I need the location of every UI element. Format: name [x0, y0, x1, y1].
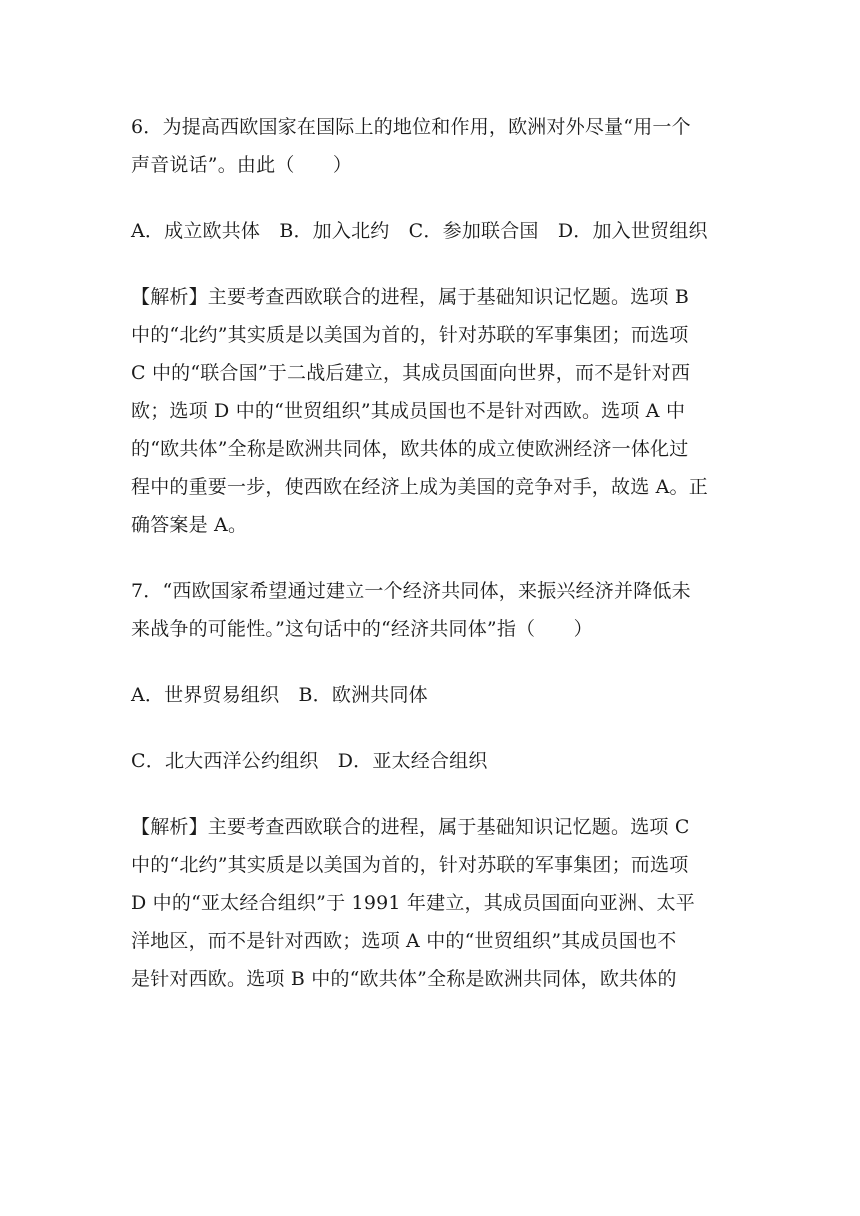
q6-analysis-line-1: 【解析】主要考查西欧联合的进程，属于基础知识记忆题。选项 B [131, 286, 690, 308]
question-6 [131, 108, 731, 544]
q6-analysis-line-6: 程中的重要一步，使西欧在经济上成为美国的竞争对手，故选 A。正 [131, 476, 708, 498]
document-page [131, 108, 731, 998]
q7-analysis-line-1: 【解析】主要考查西欧联合的进程，属于基础知识记忆题。选项 C [131, 816, 690, 838]
q7-analysis [131, 808, 731, 998]
q6-stem-line-2: 声音说话”。由此（ ） [131, 154, 353, 176]
q7-analysis-line-3: D 中的“亚太经合组织”于 1991 年建立，其成员国面向亚洲、太平 [131, 892, 695, 914]
q7-stem-line-2: 来战争的可能性。”这句话中的“经济共同体”指（ ） [131, 618, 593, 640]
q6-analysis-line-3: C 中的“联合国”于二战后建立，其成员国面向世界，而不是针对西 [131, 362, 691, 384]
q7-analysis-line-5: 是针对西欧。选项 B 中的“欧共体”全称是欧洲共同体，欧共体的 [131, 968, 677, 990]
q7-options-row-2: C．北大西洋公约组织 D．亚太经合组织 [131, 750, 488, 772]
q7-analysis-line-4: 洋地区，而不是针对西欧；选项 A 中的“世贸组织”其成员国也不 [131, 930, 677, 952]
q6-stem-line-1: 6．为提高西欧国家在国际上的地位和作用，欧洲对外尽量“用一个 [131, 116, 691, 138]
q6-analysis-line-4: 欧；选项 D 中的“世贸组织”其成员国也不是针对西欧。选项 A 中 [131, 400, 686, 422]
q6-analysis-line-5: 的“欧共体”全称是欧洲共同体，欧共体的成立使欧洲经济一体化过 [131, 438, 689, 460]
q6-options: A．成立欧共体 B．加入北约 C．参加联合国 D．加入世贸组织 [131, 220, 708, 242]
q7-options-row-1: A．世界贸易组织 B．欧洲共同体 [131, 684, 428, 706]
q7-stem-line-1: 7．“西欧国家希望通过建立一个经济共同体，来振兴经济并降低未 [131, 580, 691, 602]
question-7 [131, 572, 731, 998]
q7-analysis-line-2: 中的“北约”其实质是以美国为首的，针对苏联的军事集团；而选项 [131, 854, 689, 876]
q6-analysis [131, 278, 731, 544]
q6-analysis-line-2: 中的“北约”其实质是以美国为首的，针对苏联的军事集团；而选项 [131, 324, 689, 346]
q6-analysis-line-7: 确答案是 A。 [131, 514, 248, 536]
